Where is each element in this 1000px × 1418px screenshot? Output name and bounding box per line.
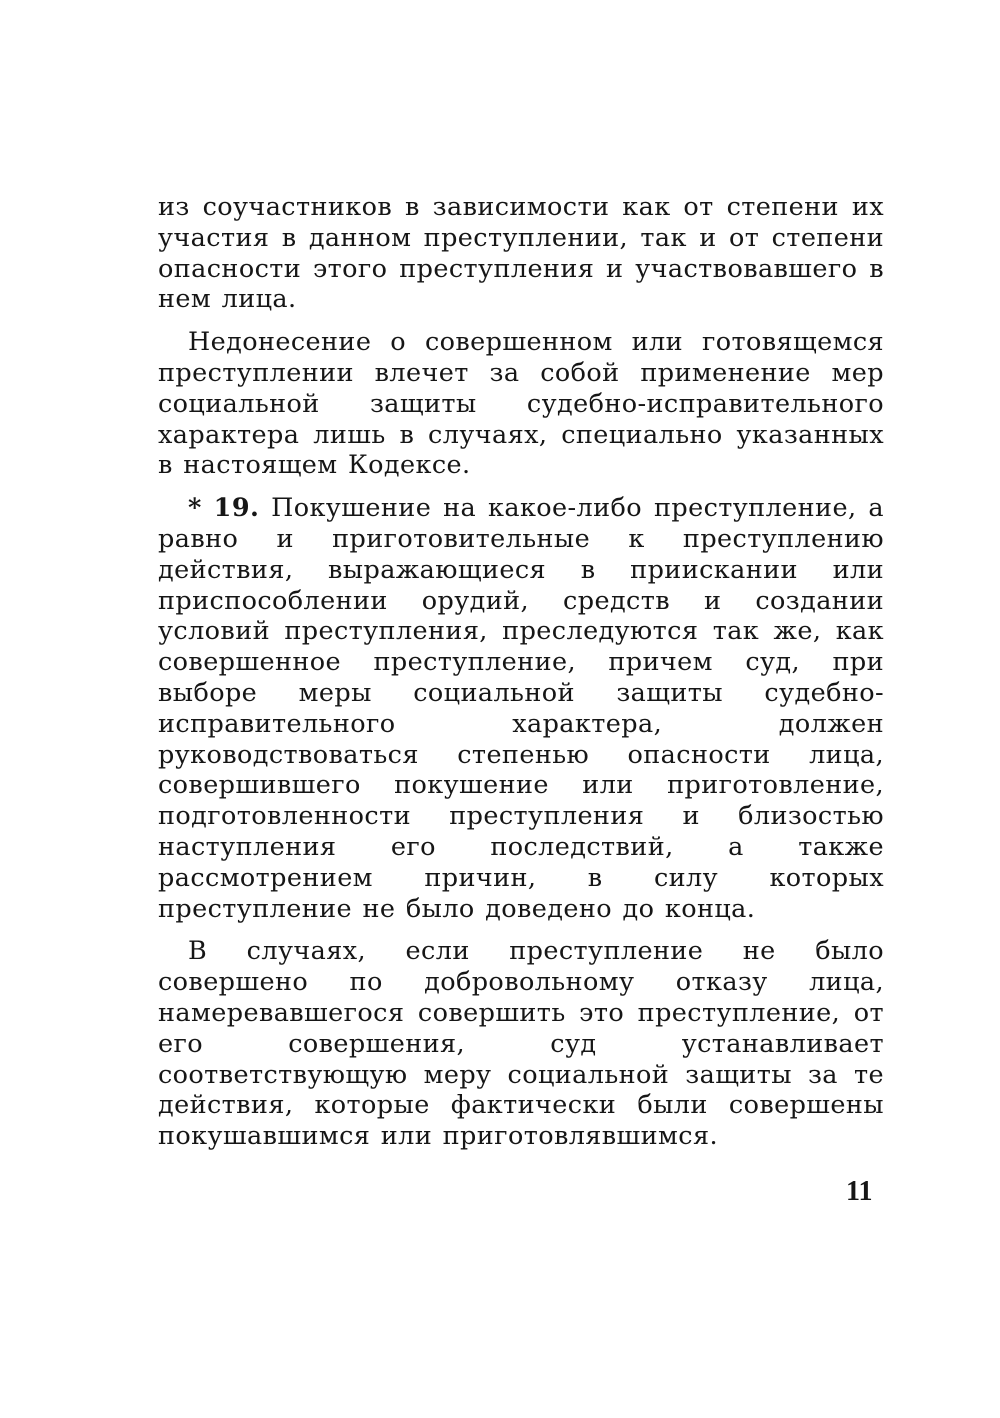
article-number: 19. (213, 493, 260, 524)
paragraph-continuation: из соучастников в зависимости как от степени их участия в данном преступлении, так и от степени опасности этого преступления и участвовавшего в нем лица. (158, 192, 884, 315)
article-19-text: Покушение на какое-либо преступление, а равно и приготовительные к преступлению действия, выражающиеся в приискании или приспособлении орудий, средств и создании условий преступления, преследуются так же, как совершенное преступление, причем суд, при выборе меры социальной защиты судебно-исправительного характера, должен руководствоваться степенью опасности лица, совершившего покушение или приготовление, подготовленности преступления и близостью наступления его последствий, а также рассмотрением причин, в силу которых преступление не было доведено до конца. (158, 493, 884, 924)
paragraph-non-reporting: Недонесение о совершенном или готовящемся преступлении влечет за собой применение мер социальной защиты судебно-исправительного характера лишь в случаях, специально указанных в настоящем Кодексе. (158, 327, 884, 481)
body-text (158, 192, 884, 1152)
paragraph-voluntary-refusal: В случаях, если преступление не было совершено по добровольному отказу лица, намеревавшегося совершить это преступление, от его совершения, суд устанавливает соответствующую меру социальной защиты за те действия, которые фактически были совершены покушавшимся или приготовлявшимся. (158, 936, 884, 1152)
page-number: 11 (846, 1176, 873, 1207)
paragraph-article-19 (158, 493, 884, 924)
article-marker: * (188, 493, 202, 524)
